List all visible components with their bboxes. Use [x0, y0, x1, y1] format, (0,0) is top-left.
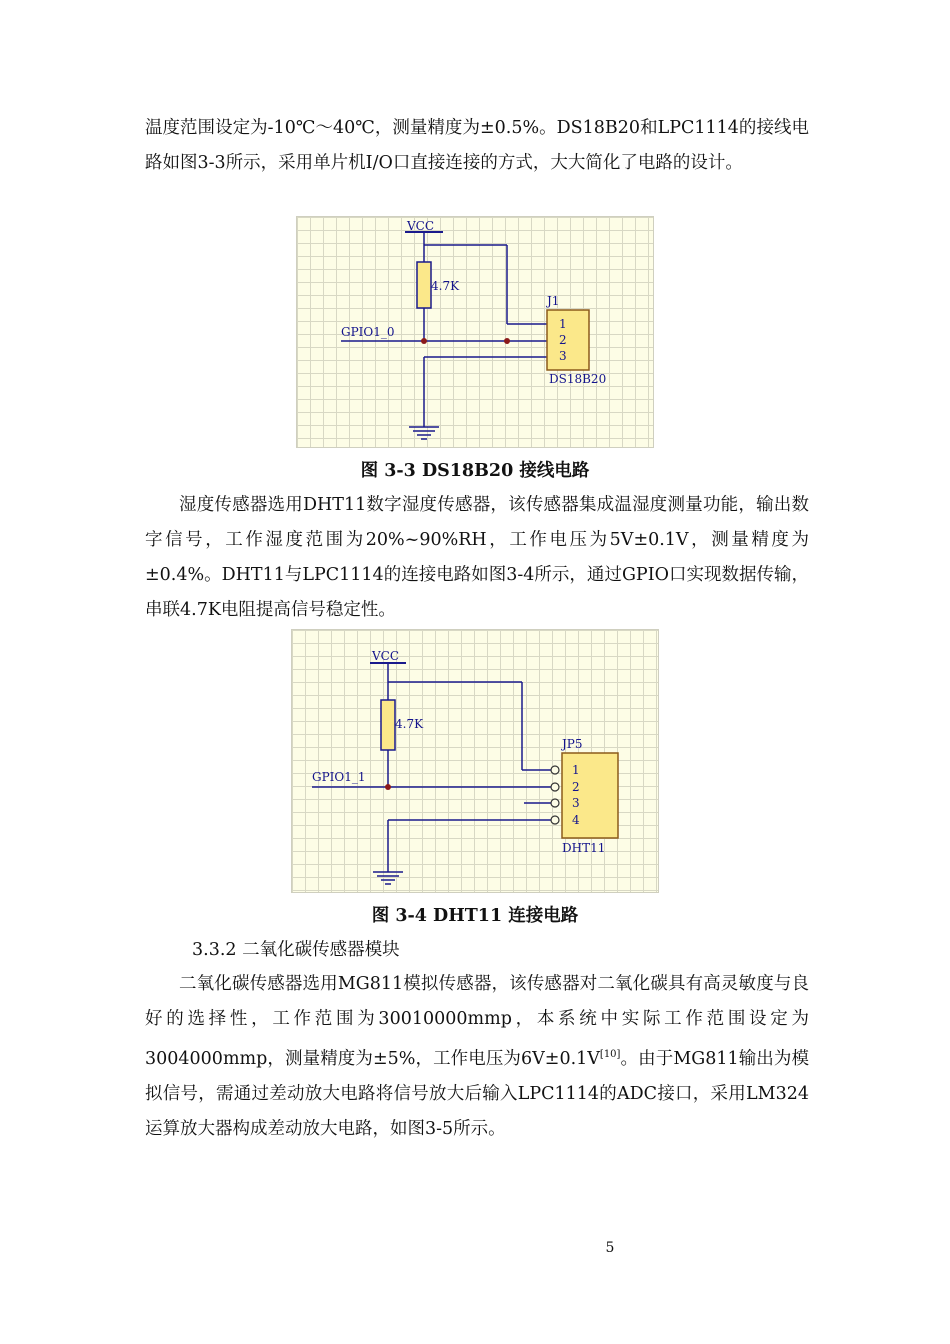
- connector-body: [562, 753, 618, 838]
- pin-terminal: [551, 799, 559, 807]
- resistor-symbol: [381, 700, 395, 750]
- junction-dot: [421, 338, 427, 344]
- pin-terminal: [551, 766, 559, 774]
- pin-label: 2: [559, 333, 567, 347]
- net-label: GPIO1_0: [341, 325, 395, 339]
- figure-dht11-circuit: [291, 629, 659, 893]
- resistor-label: 4.7K: [395, 717, 424, 731]
- pin-terminal: [551, 783, 559, 791]
- connector-label: JP5: [562, 737, 583, 751]
- figure-ds18b20-circuit: [296, 216, 654, 448]
- section-heading: 3.3.2 二氧化碳传感器模块: [192, 940, 400, 960]
- pin-label: 2: [572, 780, 580, 794]
- pin-label: 4: [572, 813, 580, 827]
- pin-label: 1: [572, 763, 580, 777]
- paragraph-text: 二氧化碳传感器选用MG811模拟传感器，该传感器对二氧化碳具有高灵敏度与良好的选择性，工作范围为30010000mmp，本系统中实际工作范围设定为3004000mmp，测量精度为±5%，工作电压为6V±0.1V: [145, 974, 809, 1069]
- pin-terminal: [551, 816, 559, 824]
- figure-caption: 图 3-4 DHT11 连接电路: [371, 906, 579, 926]
- ds18b20-schematic: [297, 217, 653, 447]
- ground-symbol: [373, 872, 403, 884]
- paragraph-co2-sensor: [145, 967, 809, 1147]
- citation: [10]: [599, 1049, 621, 1060]
- page-number: 5: [605, 1240, 615, 1256]
- paragraph-text: 。由于MG811输出为模拟信号，需通过差动放大电路将信号放大后输入LPC1114的ADC接口，采用LM324运算放大器构成差动放大电路，如图3-5所示。: [145, 1048, 809, 1139]
- net-label: GPIO1_1: [312, 770, 366, 784]
- connector-label: J1: [547, 294, 560, 308]
- junction-dot: [504, 338, 510, 344]
- paragraph-dht11: 湿度传感器选用DHT11数字湿度传感器，该传感器集成温湿度测量功能，输出数字信号，工作湿度范围为20%~90%RH，工作电压为5V±0.1V，测量精度为±0.4%。DHT11与LPC1114的连接电路如图3-4所示，通过GPIO口实现数据传输，串联4.7K电阻提高信号稳定性。: [145, 495, 809, 620]
- vcc-label: VCC: [372, 649, 400, 663]
- vcc-label: VCC: [407, 219, 435, 233]
- resistor-symbol: [417, 262, 431, 308]
- junction-dot: [385, 784, 391, 790]
- part-label: DHT11: [562, 841, 606, 855]
- dht11-schematic: [292, 630, 658, 892]
- part-label: DS18B20: [549, 372, 607, 386]
- paragraph-intro-ds18b20: 温度范围设定为-10℃～40℃，测量精度为±0.5%。DS18B20和LPC1114的接线电路如图3-3所示，采用单片机I/O口直接连接的方式，大大简化了电路的设计。: [145, 118, 809, 173]
- ground-symbol: [409, 427, 439, 439]
- connector-body: [547, 310, 589, 370]
- figure-caption: 图 3-3 DS18B20 接线电路: [360, 461, 590, 481]
- pin-label: 3: [572, 796, 580, 810]
- pin-label: 1: [559, 317, 567, 331]
- resistor-label: 4.7K: [431, 279, 460, 293]
- pin-label: 3: [559, 349, 567, 363]
